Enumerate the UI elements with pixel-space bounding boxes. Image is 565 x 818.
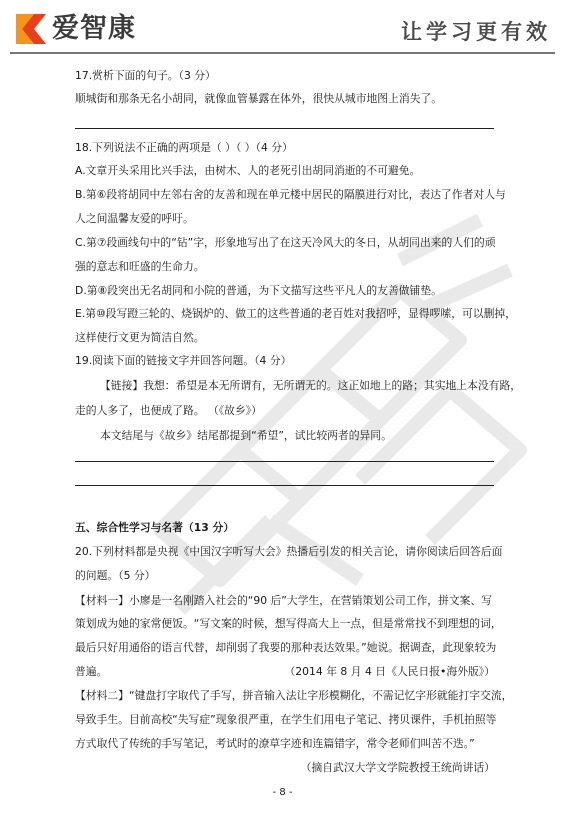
material1-source: （2014 年 8 月 4 日《人民日报•海外版》） [284,665,495,678]
q18-option-b-cont: 人之间温馨友爱的呼吁。 [75,212,194,225]
q18-option-a: A.文章开头采用比兴手法，由树木、人的老死引出胡同消逝的不可避免。 [75,164,421,177]
material2-line1: 【材料二】“键盘打字取代了手写，拼音输入法让字形模糊化，不需记忆字形就能打字交流， [75,689,513,702]
q18-option-c-cont: 强的意志和旺盛的生命力。 [75,260,205,273]
slogan: 让学习更有效 [401,20,551,44]
logo-icon [14,12,48,46]
material2-line3: 方式取代了传统的手写笔记，考试时的潦草字迹和连篇错字，常令老师们叫苦不迭。” [75,737,475,750]
answer-line [75,461,494,462]
q17-title: 17.赏析下面的句子。（3 分） [75,69,216,82]
material1-line1: 【材料一】小廖是一名刚踏入社会的“90 后”大学生，在营销策划公司工作，拼文案、写 [75,594,493,607]
q18-option-d: D.第⑧段突出无名胡同和小院的普通，为下文描写这些平凡人的友善做铺垫。 [75,284,442,297]
q20-line1: 20.下列材料都是央视《中国汉字听写大会》热播后引发的相关言论，请你阅读后回答后面 [75,545,503,558]
q19-question: 本文结尾与《故乡》结尾都提到“希望”，试比较两者的异同。 [100,429,392,442]
material2-source: （摘自武汉大学文学院教授王统尚讲话） [300,761,495,774]
q18-title: 18.下列说法不正确的两项是（ ）（ ）（4 分） [75,141,293,154]
logo-text: 爱智康 [52,13,136,44]
answer-line [75,485,494,486]
q18-option-e: E.第⑩段写蹬三轮的、烧锅炉的、做工的这些普通的老百姓对我招呼，显得啰嗦，可以删掉， [75,307,517,320]
answer-line [75,128,494,129]
q18-option-e-cont: 这样使行文更为简洁自然。 [75,331,205,344]
header-divider [10,52,555,54]
material1-line2: 策划成为她的家常便饭。“写文案的时候，想写得高大上一点，但是常常找不到理想的词， [75,617,502,630]
q18-option-c: C.第⑦段画线句中的“钻”字，形象地写出了在这天冷风大的冬日，从胡同出来的人们的顽 [75,236,496,249]
material1-line4: 普遍。 [75,665,108,678]
q20-line2: 的问题。（5 分） [75,569,156,582]
material2-line2: 导致手生。目前高校“失写症”现象很严重，在学生们用电子笔记、拷贝课件，手机拍照等 [75,713,497,726]
page-header [0,0,565,58]
q19-link-line1: 【链接】我想：希望是本无所谓有，无所谓无的。这正如地上的路；其实地上本没有路， [100,379,522,392]
q19-title: 19.阅读下面的链接文字并回答问题。（4 分） [75,354,292,367]
q17-sentence: 顺城街和那条无名小胡同，就像血管暴露在体外，很快从城市地图上消失了。 [75,92,443,105]
q18-option-b: B.第⑥段将胡同中左邻右舍的友善和现在单元楼中居民的隔膜进行对比，表达了作者对人与 [75,188,506,201]
q19-link-line2: 走的人多了，也便成了路。 （《故乡》） [75,404,262,417]
page-number: - 8 - [272,787,293,798]
material1-line3: 最后只好用通俗的语言代替，却削弱了我要的那种表达效果。”她说。据调查，此现象较为 [75,641,497,654]
section-5-title: 五、综合性学习与名著（13 分） [75,521,235,534]
